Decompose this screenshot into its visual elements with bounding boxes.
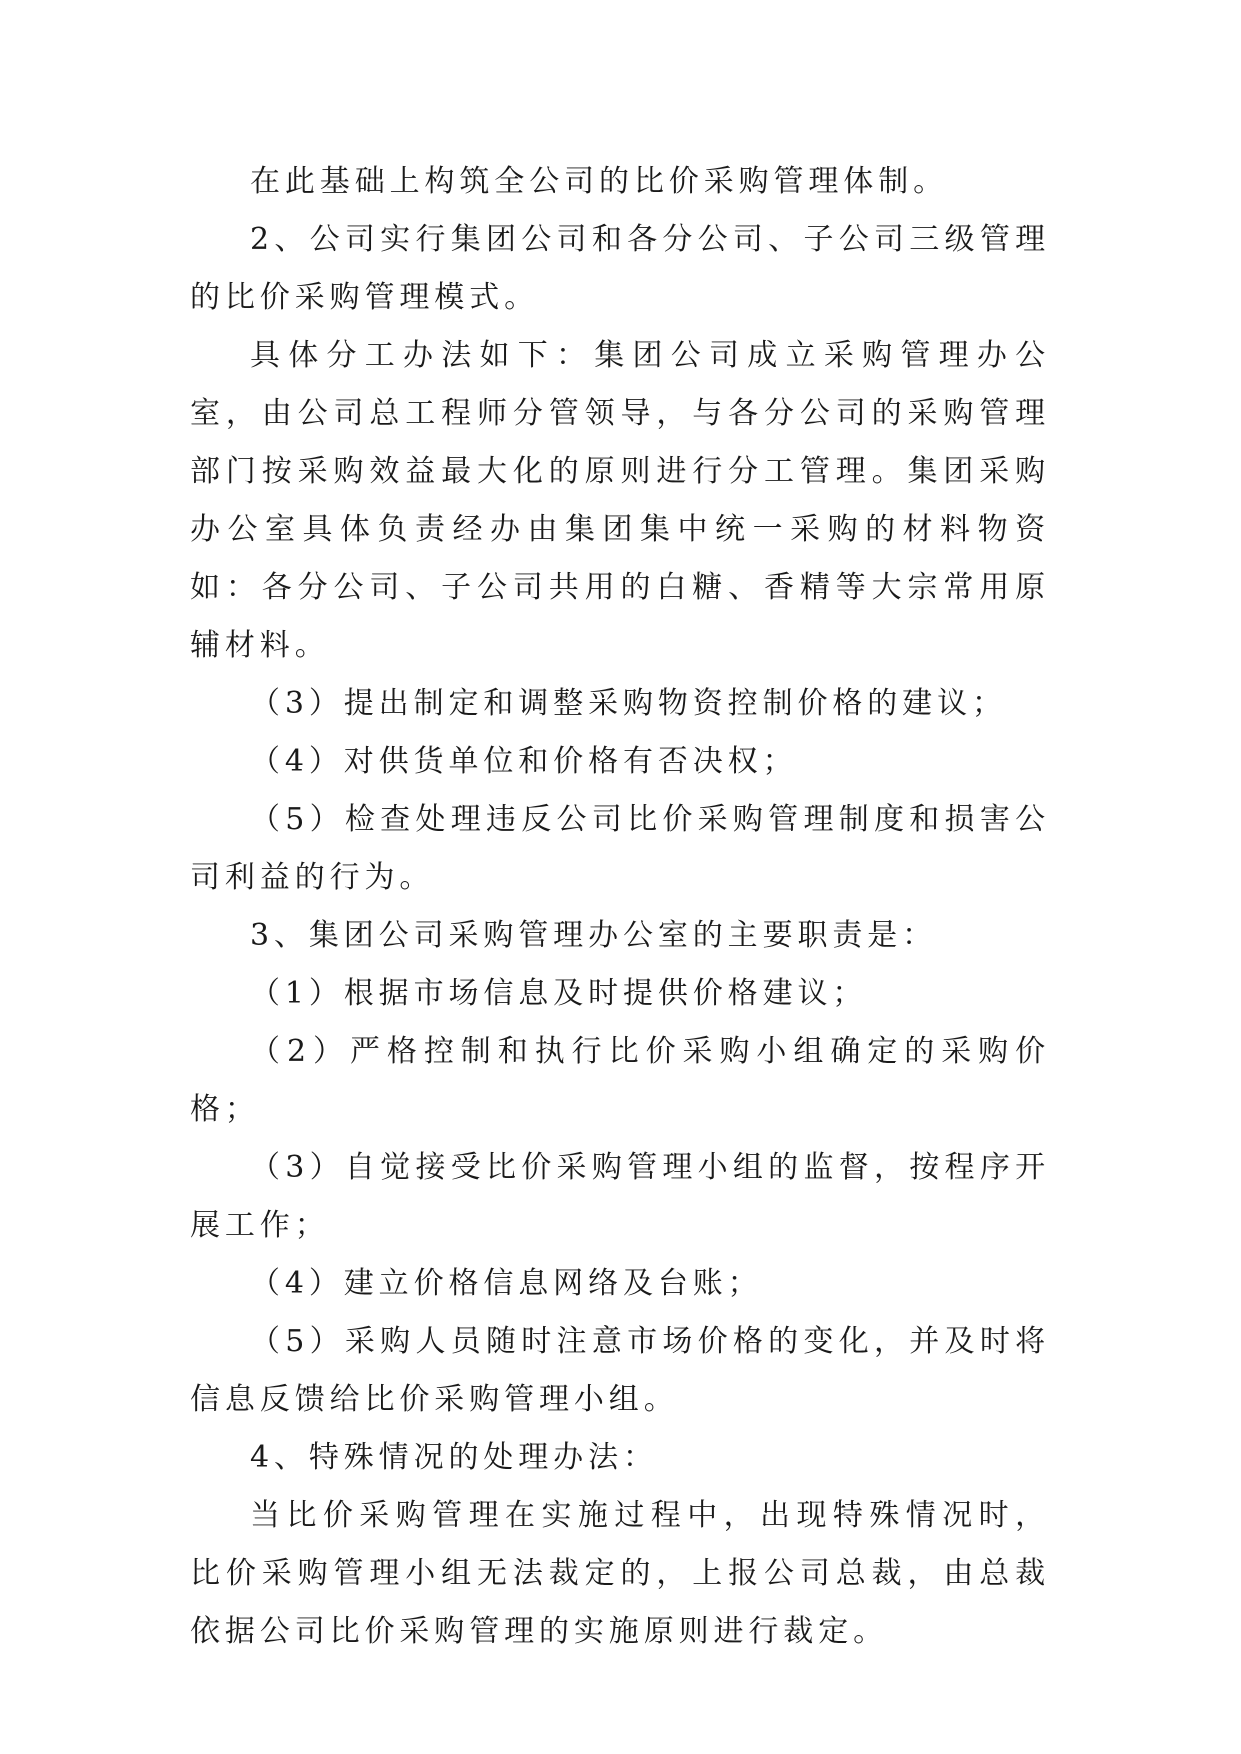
- paragraph: （5）检查处理违反公司比价采购管理制度和损害公司利益的行为。: [190, 802, 1050, 895]
- paragraph: （5）采购人员随时注意市场价格的变化，并及时将信息反馈给比价采购管理小组。: [190, 1324, 1050, 1417]
- paragraph: 在此基础上构筑全公司的比价采购管理体制。: [250, 164, 948, 199]
- paragraph: （2）严格控制和执行比价采购小组确定的采购价格；: [190, 1034, 1050, 1127]
- paragraph: 当比价采购管理在实施过程中，出现特殊情况时，比价采购管理小组无法裁定的，上报公司总裁，由总裁依据公司比价采购管理的实施原则进行裁定。: [190, 1498, 1050, 1649]
- paragraph: （3）自觉接受比价采购管理小组的监督，按程序开展工作；: [190, 1150, 1050, 1243]
- paragraph: 3、集团公司采购管理办公室的主要职责是：: [250, 918, 938, 953]
- document-body: [190, 153, 1050, 1661]
- paragraph: （3）提出制定和调整采购物资控制价格的建议；: [250, 686, 1007, 721]
- paragraph: （4）建立价格信息网络及台账；: [250, 1266, 763, 1301]
- paragraph: 4、特殊情况的处理办法：: [250, 1440, 658, 1475]
- paragraph: （1）根据市场信息及时提供价格建议；: [250, 976, 868, 1011]
- paragraph: 2、公司实行集团公司和各分公司、子公司三级管理的比价采购管理模式。: [190, 222, 1050, 315]
- paragraph: 具体分工办法如下：集团公司成立采购管理办公室，由公司总工程师分管领导，与各分公司的采购管理部门按采购效益最大化的原则进行分工管理。集团采购办公室具体负责经办由集团集中统一采购的材料物资如：各分公司、子公司共用的白糖、香精等大宗常用原辅材料。: [190, 338, 1050, 663]
- paragraph: （4）对供货单位和价格有否决权；: [250, 744, 798, 779]
